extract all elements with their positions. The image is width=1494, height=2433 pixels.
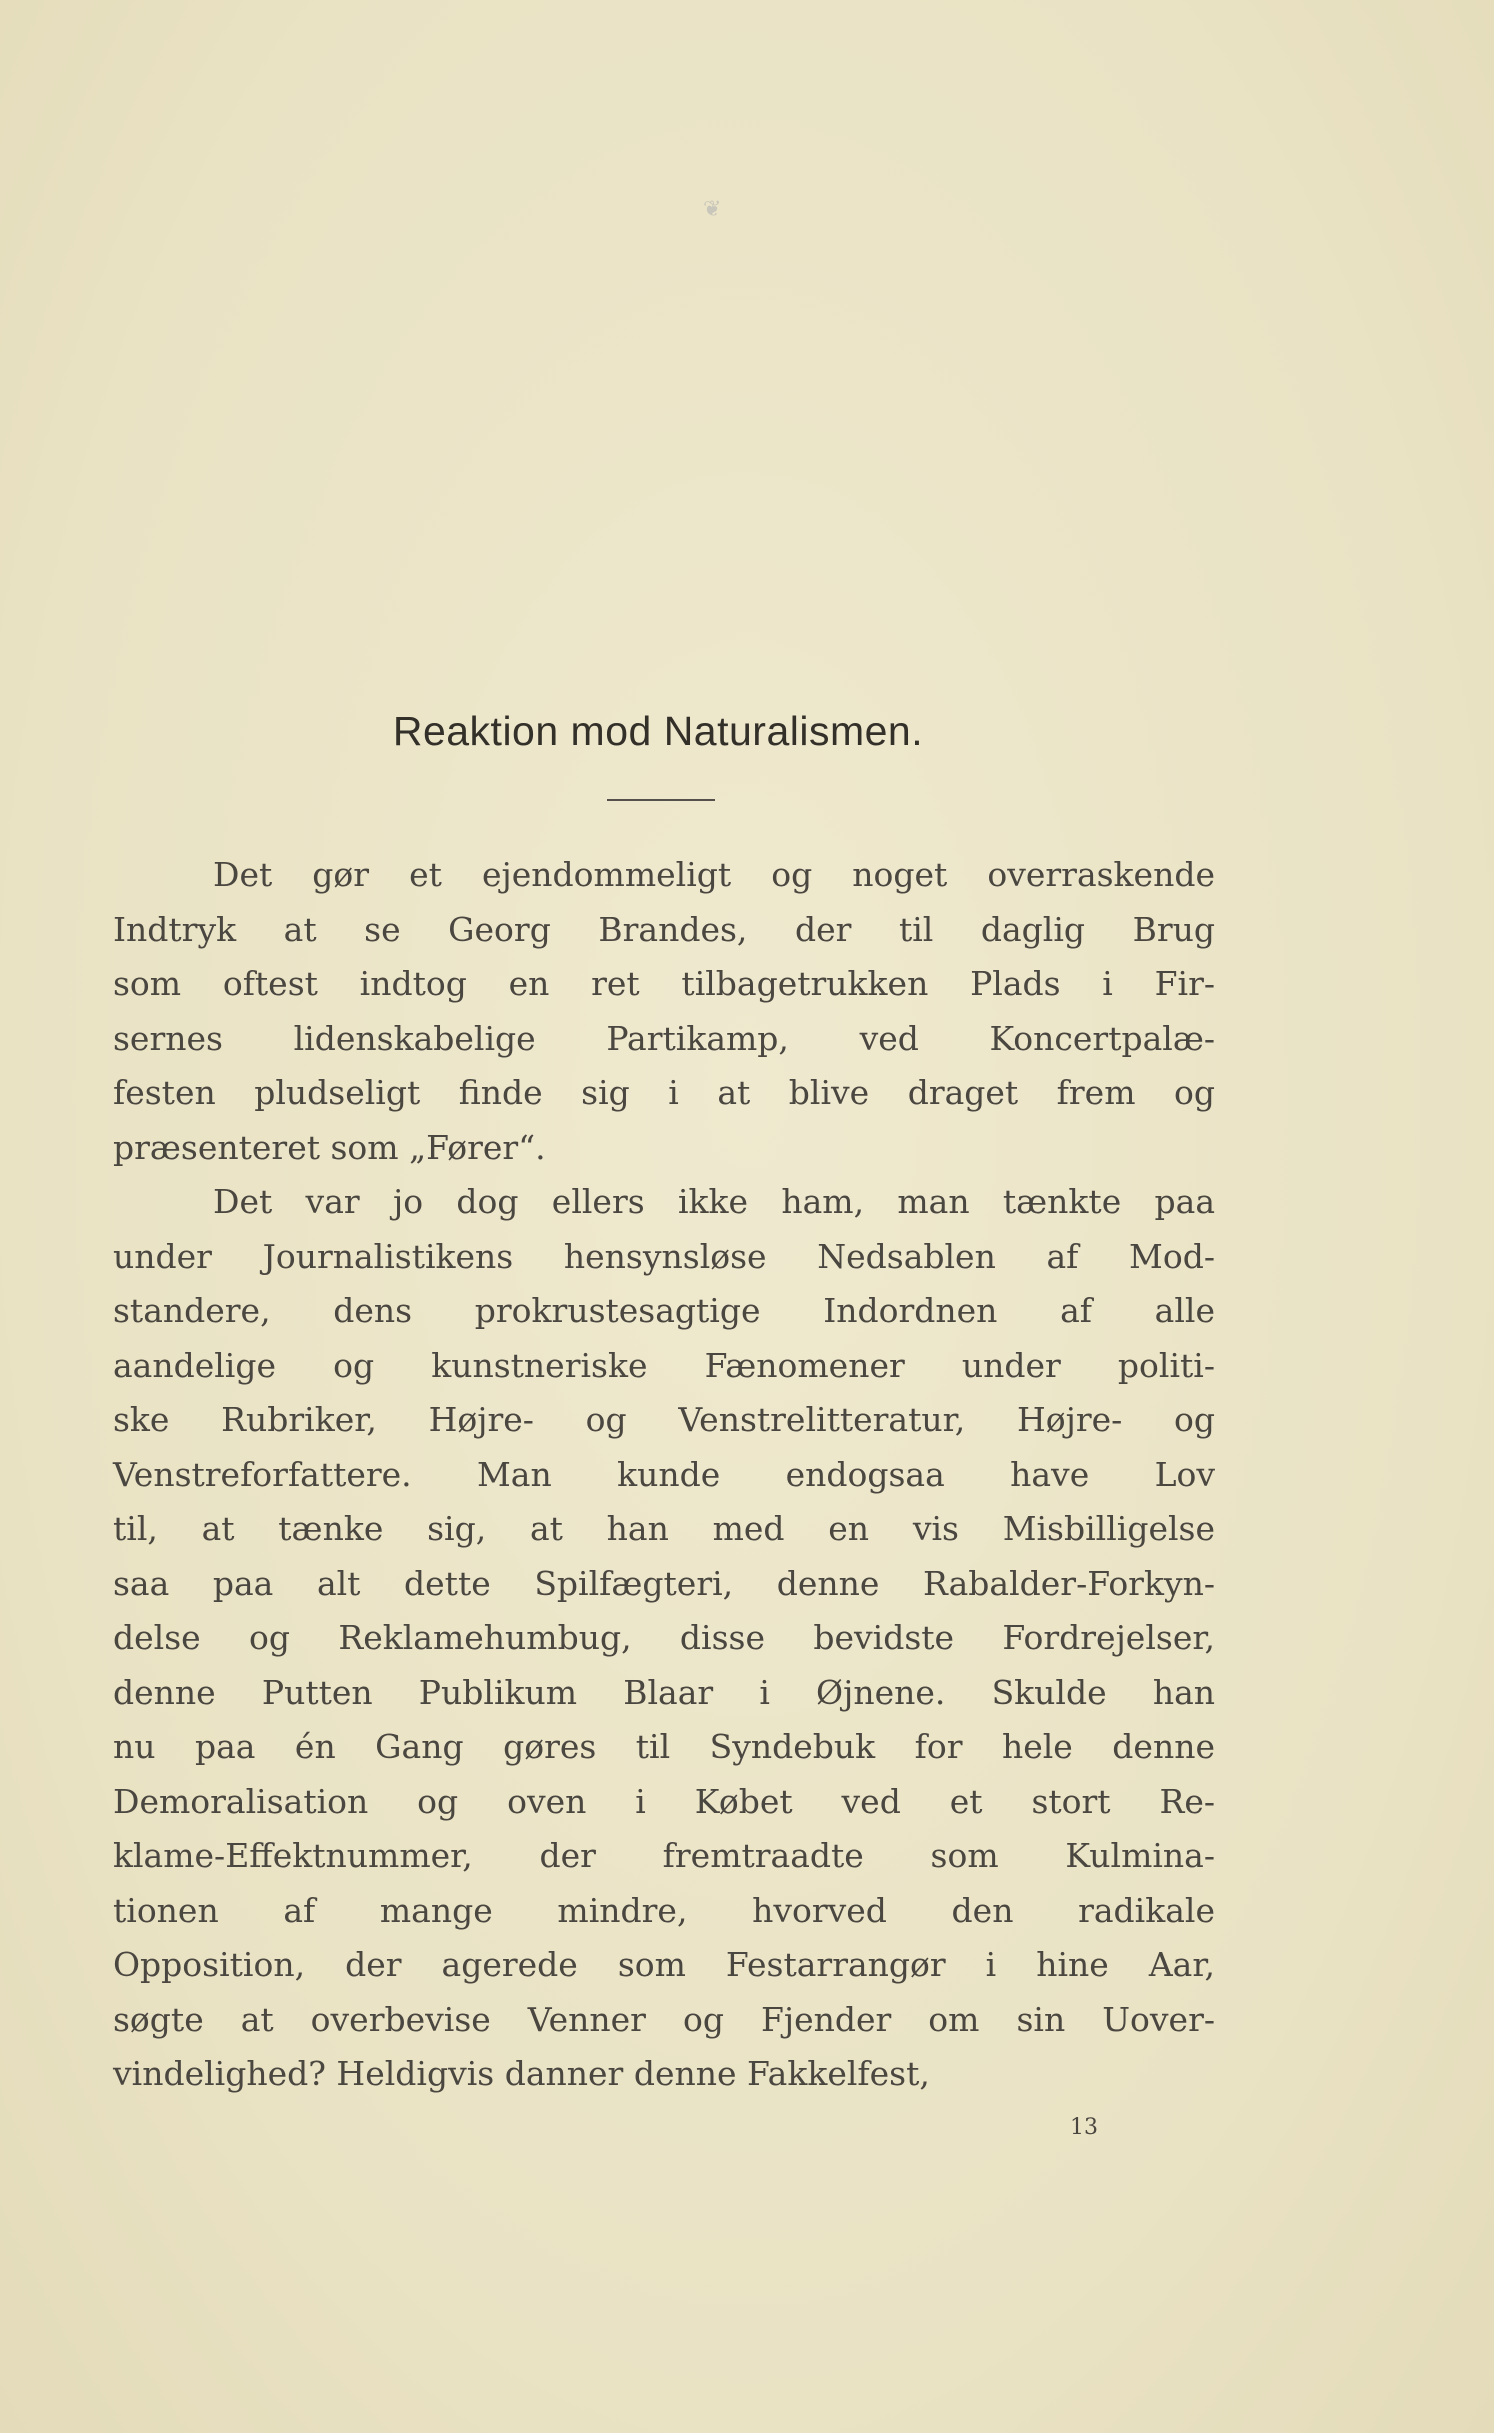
text-line: standere, dens prokrustesagtige Indordnen af alle: [113, 1291, 1215, 1330]
text-line: som oftest indtog en ret tilbagetrukken Plads i Fir-: [113, 964, 1215, 1003]
text-line: til, at tænke sig, at han med en vis Misbilligelse: [113, 1509, 1215, 1548]
text-line: søgte at overbevise Venner og Fjender om sin Uover-: [113, 1999, 1215, 2039]
text-line: ske Rubriker, Højre- og Venstrelitteratur, Højre- og: [113, 1400, 1215, 1439]
text-line: Opposition, der agerede som Festarrangør i hine Aar,: [113, 1945, 1215, 1984]
text-line: præsenteret som „Fører“.: [113, 1127, 546, 1167]
title-divider: [607, 799, 715, 801]
text-line: under Journalistikens hensynsløse Nedsablen af Mod-: [113, 1236, 1215, 1276]
body-text: [113, 848, 1215, 2102]
text-line: Venstreforfattere. Man kunde endogsaa have Lov: [113, 1454, 1215, 1494]
text-line: aandelige og kunstneriske Fænomener under politi-: [113, 1345, 1215, 1385]
page-number: 13: [1070, 2115, 1098, 2140]
text-line: tionen af mange mindre, hvorved den radikale: [113, 1890, 1215, 1930]
text-line: Demoralisation og oven i Købet ved et stort Re-: [113, 1781, 1215, 1821]
ink-smudge-icon: ❦: [703, 196, 722, 221]
text-line: Det var jo dog ellers ikke ham, man tænkte paa: [213, 1182, 1215, 1221]
text-line: vindelighed? Heldigvis danner denne Fakkelfest,: [113, 2054, 930, 2093]
text-line: klame-Effektnummer, der fremtraadte som Kulmina-: [113, 1836, 1215, 1875]
text-line: festen pludseligt finde sig i at blive draget frem og: [113, 1073, 1215, 1112]
text-line: sernes lidenskabelige Partikamp, ved Koncertpalæ-: [113, 1018, 1215, 1058]
text-line: Det gør et ejendommeligt og noget overraskende: [213, 855, 1215, 894]
text-line: Indtryk at se Georg Brandes, der til daglig Brug: [113, 909, 1215, 949]
text-line: saa paa alt dette Spilfægteri, denne Rabalder-Forkyn-: [113, 1563, 1215, 1603]
text-line: nu paa én Gang gøres til Syndebuk for hele denne: [113, 1727, 1215, 1766]
text-line: delse og Reklamehumbug, disse bevidste Fordrejelser,: [113, 1618, 1215, 1657]
text-line: denne Putten Publikum Blaar i Øjnene. Skulde han: [113, 1672, 1215, 1712]
chapter-title: Reaktion mod Naturalismen.: [392, 708, 924, 754]
